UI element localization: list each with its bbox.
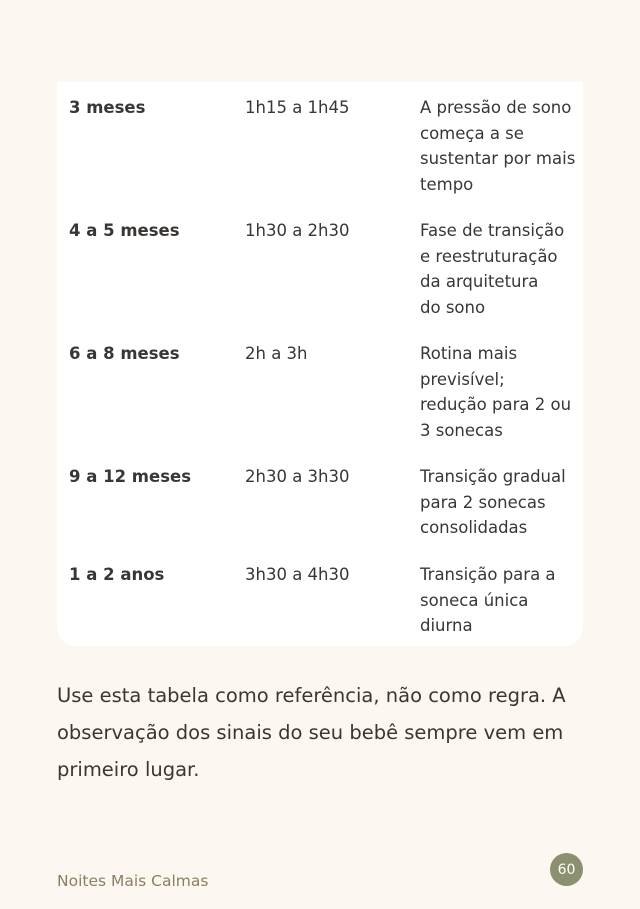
- description-cell: A pressão de sono começa a se sustentar por mais tempo: [420, 98, 576, 194]
- footer-book-title: Noites Mais Calmas: [57, 872, 209, 890]
- age-cell: 6 a 8 meses: [69, 344, 180, 363]
- age-cell: 4 a 5 meses: [69, 221, 180, 240]
- reference-note: Use esta tabela como referência, não como regra. A observação dos sinais do seu bebê sempre vem em primeiro lugar.: [57, 684, 566, 781]
- age-cell: 9 a 12 meses: [69, 467, 192, 486]
- duration-cell: 1h15 a 1h45: [245, 98, 350, 117]
- description-cell: Transição gradual para 2 sonecas consolidadas: [420, 467, 566, 537]
- age-cell: 1 a 2 anos: [69, 565, 165, 584]
- description-cell: Transição para a soneca única diurna: [420, 565, 556, 635]
- description-cell: Rotina mais previsível; redução para 2 ou 3 sonecas: [420, 344, 572, 440]
- duration-cell: 1h30 a 2h30: [245, 221, 350, 240]
- page-number-badge: 60: [550, 853, 583, 886]
- nap-duration-table: [57, 82, 583, 646]
- duration-cell: 2h30 a 3h30: [245, 467, 350, 486]
- duration-cell: 3h30 a 4h30: [245, 565, 350, 584]
- age-cell: 3 meses: [69, 98, 146, 117]
- duration-cell: 2h a 3h: [245, 344, 308, 363]
- description-cell: Fase de transição e reestruturação da arquitetura do sono: [420, 221, 565, 317]
